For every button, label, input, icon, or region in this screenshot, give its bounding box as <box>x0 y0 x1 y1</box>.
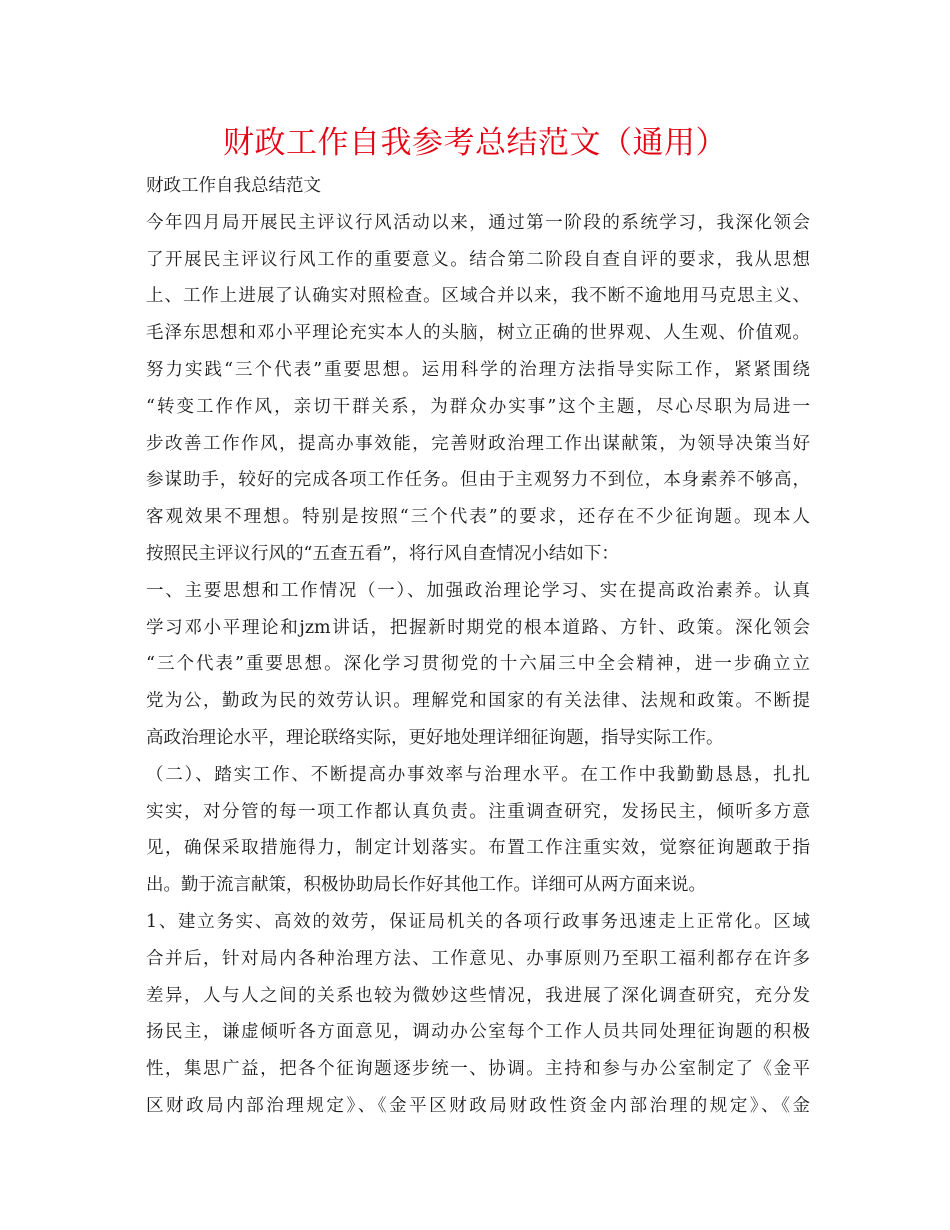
paragraph-line: 客观效果不理想。特别是按照“三个代表”的要求，还存在不少征询题。现本人 <box>146 507 810 528</box>
document-title: 财政工作自我参考总结范文（通用） <box>223 125 727 161</box>
paragraph-line: 出。勤于流言献策，积极协助局长作好其他工作。详细可从两方面来说。 <box>146 875 706 896</box>
paragraph-line: 了开展民主评议行风工作的重要意义。结合第二阶段自查自评的要求，我从思想 <box>146 249 810 270</box>
paragraph-line: 差异，人与人之间的关系也较为微妙这些情况，我进展了深化调查研究，充分发 <box>146 985 810 1006</box>
paragraph-line: 党为公，勤政为民的效劳认识。理解党和国家的有关法律、法规和政策。不断提 <box>146 691 810 712</box>
paragraph-line: 今年四月局开展民主评议行风活动以来，通过第一阶段的系统学习，我深化领会 <box>146 212 810 233</box>
paragraph-line: 区财政局内部治理规定》、《金平区财政局财政性资金内部治理的规定》、《金 <box>146 1095 810 1116</box>
paragraph-line: 见，确保采取措施得力，制定计划落实。布置工作注重实效，觉察征询题敢于指 <box>146 838 810 859</box>
paragraph-line: 一、主要思想和工作情况（一）、加强政治理论学习、实在提高政治素养。认真 <box>146 580 810 601</box>
paragraph-line: 合并后，针对局内各种治理方法、工作意见、办事原则乃至职工福利都存在许多 <box>146 948 810 969</box>
subtitle-line: 财政工作自我总结范文 <box>146 176 321 196</box>
paragraph-line: “三个代表”重要思想。深化学习贯彻党的十六届三中全会精神，进一步确立立 <box>146 654 810 675</box>
paragraph-line: “转变工作作风，亲切干群关系，为群众办实事”这个主题，尽心尽职为局进一 <box>146 396 810 417</box>
paragraph-line: 按照民主评议行风的“五查五看”，将行风自查情况小结如下： <box>146 543 619 564</box>
paragraph-line: 扬民主，谦虚倾听各方面意见，调动办公室每个工作人员共同处理征询题的积极 <box>146 1022 810 1043</box>
paragraph-line: 性，集思广益，把各个征询题逐步统一、协调。主持和参与办公室制定了《金平 <box>146 1059 810 1080</box>
document-body <box>146 168 810 1125</box>
paragraph-line: （二）、踏实工作、不断提高办事效率与治理水平。在工作中我勤勤恳恳，扎扎 <box>146 764 810 785</box>
paragraph-line: 毛泽东思想和邓小平理论充实本人的头脑，树立正确的世界观、人生观、价值观。 <box>146 323 810 344</box>
paragraph-line: 步改善工作作风，提高办事效能，完善财政治理工作出谋献策，为领导决策当好 <box>146 433 810 454</box>
paragraph-line: 学习邓小平理论和jzm讲话，把握新时期党的根本道路、方针、政策。深化领会 <box>146 617 810 638</box>
paragraph-line: 努力实践“三个代表”重要思想。运用科学的治理方法指导实际工作，紧紧围绕 <box>146 359 810 380</box>
paragraph-line: 1、建立务实、高效的效劳，保证局机关的各项行政事务迅速走上正常化。区域 <box>146 911 810 932</box>
paragraph-line: 上、工作上进展了认确实对照检查。区域合并以来，我不断不逾地用马克思主义、 <box>146 286 810 307</box>
paragraph-line: 高政治理论水平，理论联络实际，更好地处理详细征询题，指导实际工作。 <box>146 727 724 748</box>
paragraph-line: 参谋助手，较好的完成各项工作任务。但由于主观努力不到位，本身素养不够高， <box>146 470 810 491</box>
paragraph-line: 实实，对分管的每一项工作都认真负责。注重调查研究，发扬民主，倾听多方意 <box>146 801 810 822</box>
